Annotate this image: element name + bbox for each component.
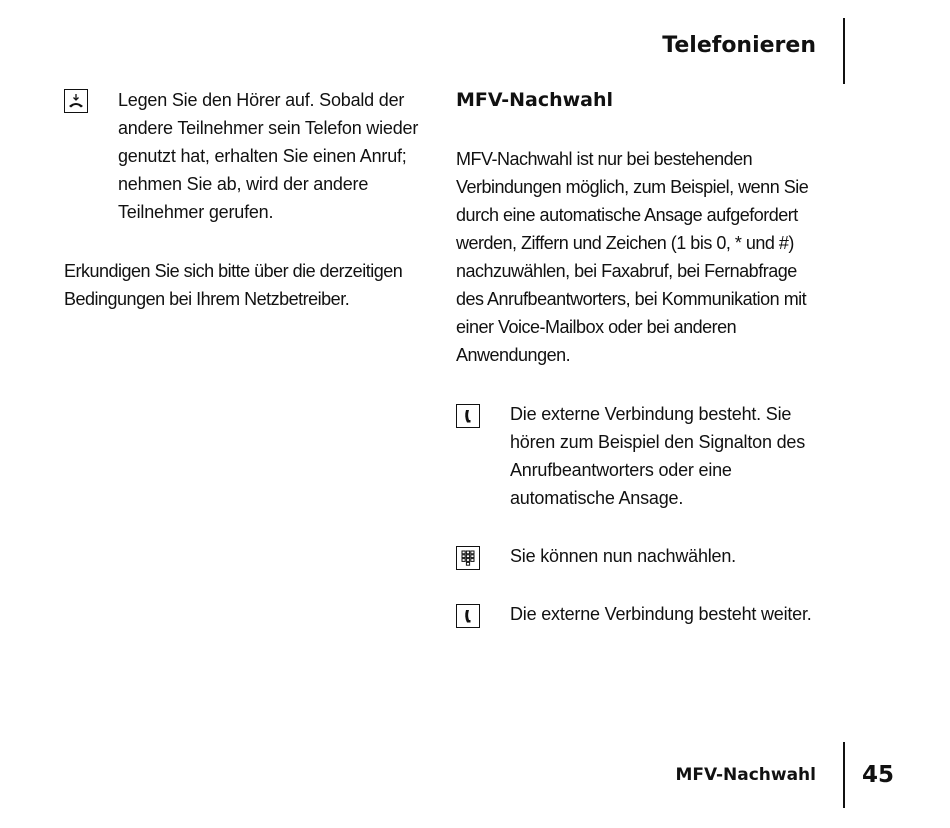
handset-icon — [456, 404, 480, 428]
network-provider-note: Erkundigen Sie sich bitte über die derzeitigen Bedingungen bei Ihrem Netzbetreiber. — [64, 261, 403, 309]
footer-divider — [843, 742, 845, 808]
intro-paragraph: MFV-Nachwahl ist nur bei bestehenden Verbindungen möglich, zum Beispiel, wenn Sie durch eine automatische Ansage aufgefordert werden, Ziffern und Zeichen (1 bis 0, * und #) nachzuwählen, bei Faxabruf, bei Fernabfrage des Anrufbeantworters, bei Kommunikation mit einer Voice-Mailbox oder bei anderen Anwendungen. — [456, 149, 809, 365]
hang-up-icon — [64, 89, 88, 113]
page-number: 45 — [862, 762, 895, 788]
step-dial-now: Sie können nun nachwählen. — [510, 546, 736, 566]
keypad-icon — [456, 546, 480, 570]
hang-up-step-text: Legen Sie den Hörer auf. Sobald der andere Teilnehmer sein Telefon wieder genutzt hat, erhalten Sie einen Anruf; nehmen Sie ab, wird der andere Teilnehmer gerufen. — [118, 90, 419, 222]
step-connection-established: Die externe Verbindung besteht. Sie hören zum Beispiel den Signalton des Anrufbeantworters oder eine automatische Ansage. — [510, 404, 805, 508]
step-connection-continues: Die externe Verbindung besteht weiter. — [510, 604, 812, 624]
footer-section-title: MFV-Nachwahl — [675, 765, 816, 785]
section-heading: MFV-Nachwahl — [456, 89, 614, 111]
handset-icon — [456, 604, 480, 628]
header-divider — [843, 18, 845, 84]
page-header-title: Telefonieren — [662, 33, 816, 58]
